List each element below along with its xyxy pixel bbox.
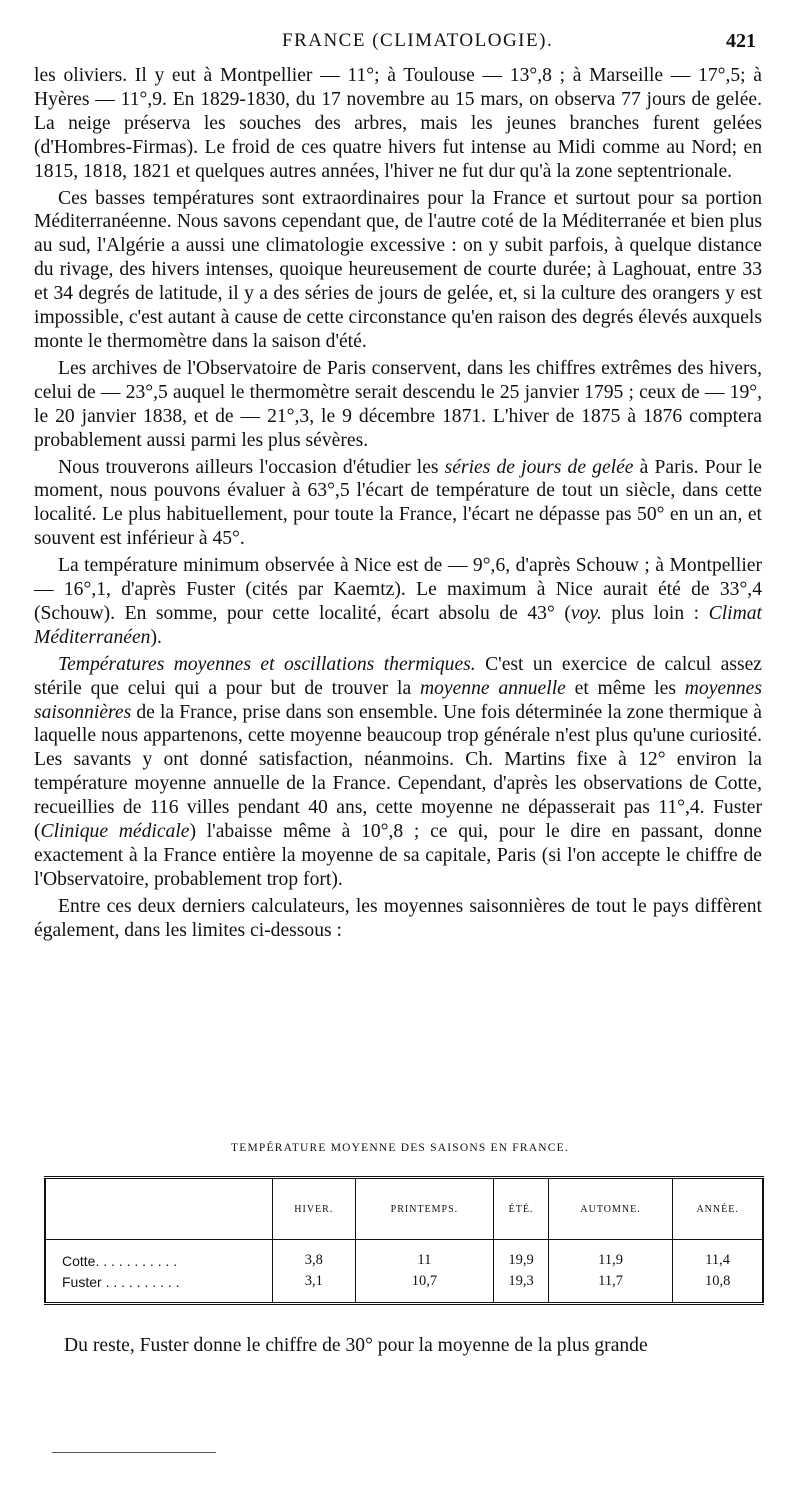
cell-cotte-automne: 11,9 bbox=[548, 1240, 672, 1272]
paragraph-7: Entre ces deux derniers calculateurs, les moyennes saisonnières de tout le pays diffèrent également, dans les limites ci-dessous : bbox=[34, 895, 762, 941]
running-head bbox=[0, 30, 800, 60]
footnote-rule bbox=[52, 1452, 216, 1453]
cell-fuster-ete: 19,3 bbox=[494, 1271, 549, 1304]
page-number: 421 bbox=[726, 30, 756, 52]
paragraph-3: Les archives de l'Observatoire de Paris conservent, dans les chiffres extrêmes des hivers, celui de — 23°,5 auquel le thermomètre serait descendu le 25 janvier 1795 ; ceux de — 19°, le 20 janvier 1838, et de — 21°,3, le 9 décembre 1871. L'hiver de 1875 à 1876 comptera probablement aussi parmi les plus sévères. bbox=[34, 357, 762, 451]
cell-cotte-printemps: 11 bbox=[355, 1240, 494, 1272]
paragraph-6-italic-saisonnieres: moyennes saisonnières bbox=[34, 677, 763, 723]
table-corner-cell bbox=[45, 1178, 273, 1240]
paragraph-2: Ces basses températures sont extraordinaires pour la France et surtout pour sa portion Méditerranéenne. Nous savons cependant que, de l'autre coté de la Méditerranée et bien plus au sud, l'Algérie a aussi une climatologie excessive : on y subit parfois, à quelque distance du rivage, des hivers intenses, quoique heureusement de courte durée; à Laghouat, entre 33 et 34 degrés de latitude, il y a des séries de jours de gelée, et, si la culture des orangers y est impossible, c'est autant à cause de cette circonstance qu'en raison des degrés élevés auxquels monte le thermomètre dans la saison d'été. bbox=[34, 187, 762, 352]
cell-fuster-printemps: 10,7 bbox=[355, 1271, 494, 1304]
table-row-cotte bbox=[45, 1240, 763, 1272]
paragraph-6-text-1: C'est un exercice de calcul assez stérile que celui qui a pour but de trouver la bbox=[34, 653, 762, 699]
row-label-cotte: Cotte. . . . . . . . . . . bbox=[62, 1252, 178, 1269]
paragraph-4-italic: séries de jours de gelée bbox=[444, 456, 634, 478]
paragraph-5-text-middle: plus loin : bbox=[601, 602, 709, 624]
cell-cotte-annee: 11,4 bbox=[673, 1240, 763, 1272]
paragraph-4-text: Nous trouverons ailleurs l'occasion d'étudier les bbox=[58, 456, 445, 478]
section-heading-temperatures: Températures moyennes et oscillations thermiques. bbox=[58, 653, 476, 675]
paragraph-5-italic-voy: voy. bbox=[570, 602, 602, 624]
row-label-fuster: Fuster . . . . . . . . . . bbox=[62, 1273, 180, 1290]
paragraph-5 bbox=[34, 554, 762, 650]
paragraph-6-italic-clinique: Clinique médicale bbox=[40, 821, 190, 843]
paragraph-6-text-2: et même les bbox=[565, 677, 685, 699]
column-header-hiver: HIVER. bbox=[273, 1178, 356, 1240]
column-header-ete: ÉTÉ. bbox=[494, 1178, 549, 1240]
column-header-annee: ANNÉE. bbox=[673, 1178, 763, 1240]
paragraph-6-text-3: de la France, prise dans son ensemble. Une fois déterminée la zone thermique à laquelle nous appartenons, cette moyenne beaucoup trop générale n'est plus qu'une curiosité. Les savants y ont donné satisfaction, néanmoins. Ch. Martins fixe à 12° environ la température moyenne annuelle de la France. Cependant, d'après les observations de Cotte, recueillies de 116 villes pendant 40 ans, cette moyenne ne dépasserait pas 11°,4. Fuster ( bbox=[34, 701, 762, 843]
column-header-printemps: PRINTEMPS. bbox=[355, 1178, 494, 1240]
paragraph-5-italic-climat: Climat Méditerranéen bbox=[34, 602, 762, 648]
paragraph-6-text-4: ) l'abaisse même à 10°,8 ; ce qui, pour le dire en passant, donne exactement à la France entière la moyenne de sa capitale, Paris (si l'on accepte le chiffre de l'Observatoire, probablement trop fort). bbox=[34, 821, 762, 890]
paragraph-1: les oliviers. Il y eut à Montpellier — 11°; à Toulouse — 13°,8 ; à Marseille — 17°,5; à Hyères — 11°,9. En 1829-1830, du 17 novembre au 15 mars, on observa 77 jours de gelée. La neige préserva les souches des arbres, mais les jeunes branches furent gelées (d'Hombres-Firmas). Le froid de ces quatre hivers fut intense au Midi comme au Nord; en 1815, 1818, 1821 et quelques autres années, l'hiver ne fut dur qu'à la zone septentrionale. bbox=[34, 65, 762, 182]
closing-line: Du reste, Fuster donne le chiffre de 30° pour la moyenne de la plus grande bbox=[64, 1335, 648, 1356]
paragraph-5-text: La température minimum observée à Nice est de — 9°,6, d'après Schouw ; à Montpellier — 16°,1, d'après Fuster (cités par Kaemtz). Le maximum à Nice aurait été de 33°,4 (Schouw). En somme, pour cette localité, écart absolu de 43° ( bbox=[34, 555, 762, 624]
running-title: FRANCE (CLIMATOLOGIE). bbox=[282, 30, 554, 51]
body-text bbox=[34, 64, 762, 946]
cell-cotte-hiver: 3,8 bbox=[273, 1240, 356, 1272]
cell-fuster-automne: 11,7 bbox=[548, 1271, 672, 1304]
paragraph-6 bbox=[34, 653, 762, 892]
cell-cotte-ete: 19,9 bbox=[494, 1240, 549, 1272]
table-title: TEMPÉRATURE MOYENNE DES SAISONS EN FRANCE. bbox=[231, 1142, 569, 1154]
table-header-row bbox=[45, 1178, 763, 1240]
paragraph-4-text-end: à Paris. Pour le moment, nous pouvons évaluer à 63°,5 l'écart de température de tout un siècle, dans cette localité. Le plus habituellement, pour toute la France, l'écart ne dépasse pas 50° en un an, et souvent est inférieur à 45°. bbox=[34, 456, 762, 550]
table-row-fuster bbox=[45, 1271, 763, 1304]
paragraph-6-italic-annuelle: moyenne annuelle bbox=[419, 677, 566, 699]
seasons-temperature-table bbox=[44, 1176, 764, 1305]
cell-fuster-hiver: 3,1 bbox=[273, 1271, 356, 1304]
cell-fuster-annee: 10,8 bbox=[673, 1271, 763, 1304]
paragraph-5-text-end: ). bbox=[150, 626, 162, 648]
column-header-automne: AUTOMNE. bbox=[548, 1178, 672, 1240]
paragraph-4 bbox=[34, 456, 762, 552]
